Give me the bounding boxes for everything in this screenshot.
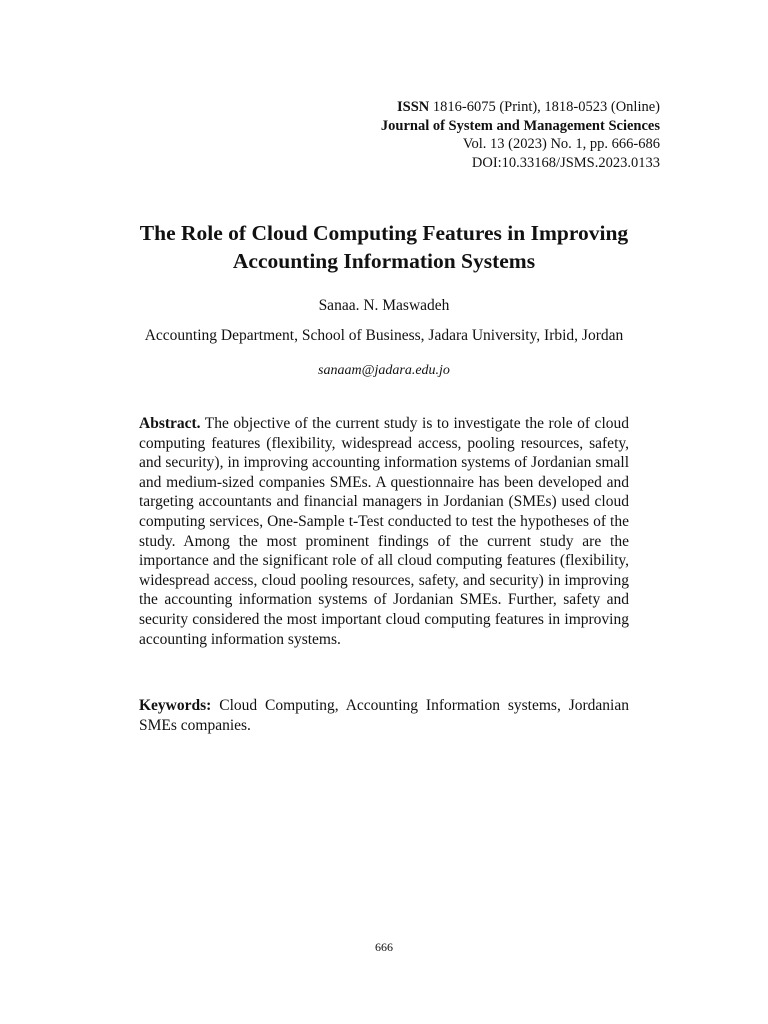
doi: DOI:10.33168/JSMS.2023.0133 [471,154,660,171]
issn-text: 1816-6075 (Print), 1818-0523 (Online) [429,99,660,115]
keywords [139,696,629,735]
issn-label: ISSN [396,99,430,115]
journal-name: Journal of System and Management Sciences [380,117,660,134]
journal-header [381,98,660,172]
title-line-2: Accounting Information Systems [232,249,536,273]
abstract-label: Abstract. [139,415,201,432]
author-affiliation: Accounting Department, School of Business, Jadara University, Irbid, Jordan [144,327,624,344]
issn-line [381,98,660,117]
author-email: sanaam@jadara.edu.jo [318,363,450,378]
author-name: Sanaa. N. Maswadeh [318,297,450,314]
title-line-1: The Role of Cloud Computing Features in Improving [139,221,629,245]
abstract-text: The objective of the current study is to investigate the role of cloud computing features (flexibility, widespread access, pooling resources, safety, and security), in improving accounting information systems of Jordanian small and medium-sized companies SMEs. A questionnaire has been developed and targeting accountants and financial managers in Jordanian (SMEs) used cloud computing services, One-Sample t-Test conducted to test the hypotheses of the study. Among the most prominent findings of the current study are the importance and the significant role of all cloud computing features (flexibility, widespread access, cloud pooling resources, safety, and security) in improving the accounting information systems of Jordanian SMEs. Further, safety and security considered the most important cloud computing features in improving accounting information systems. [139,415,629,648]
abstract [139,414,629,649]
paper-title [0,219,768,275]
keywords-text: Cloud Computing, Accounting Information systems, Jordanian SMEs companies. [139,697,629,734]
page-number: 666 [375,940,393,954]
keywords-label: Keywords: [139,697,212,714]
volume-info: Vol. 13 (2023) No. 1, pp. 666-686 [462,136,660,152]
